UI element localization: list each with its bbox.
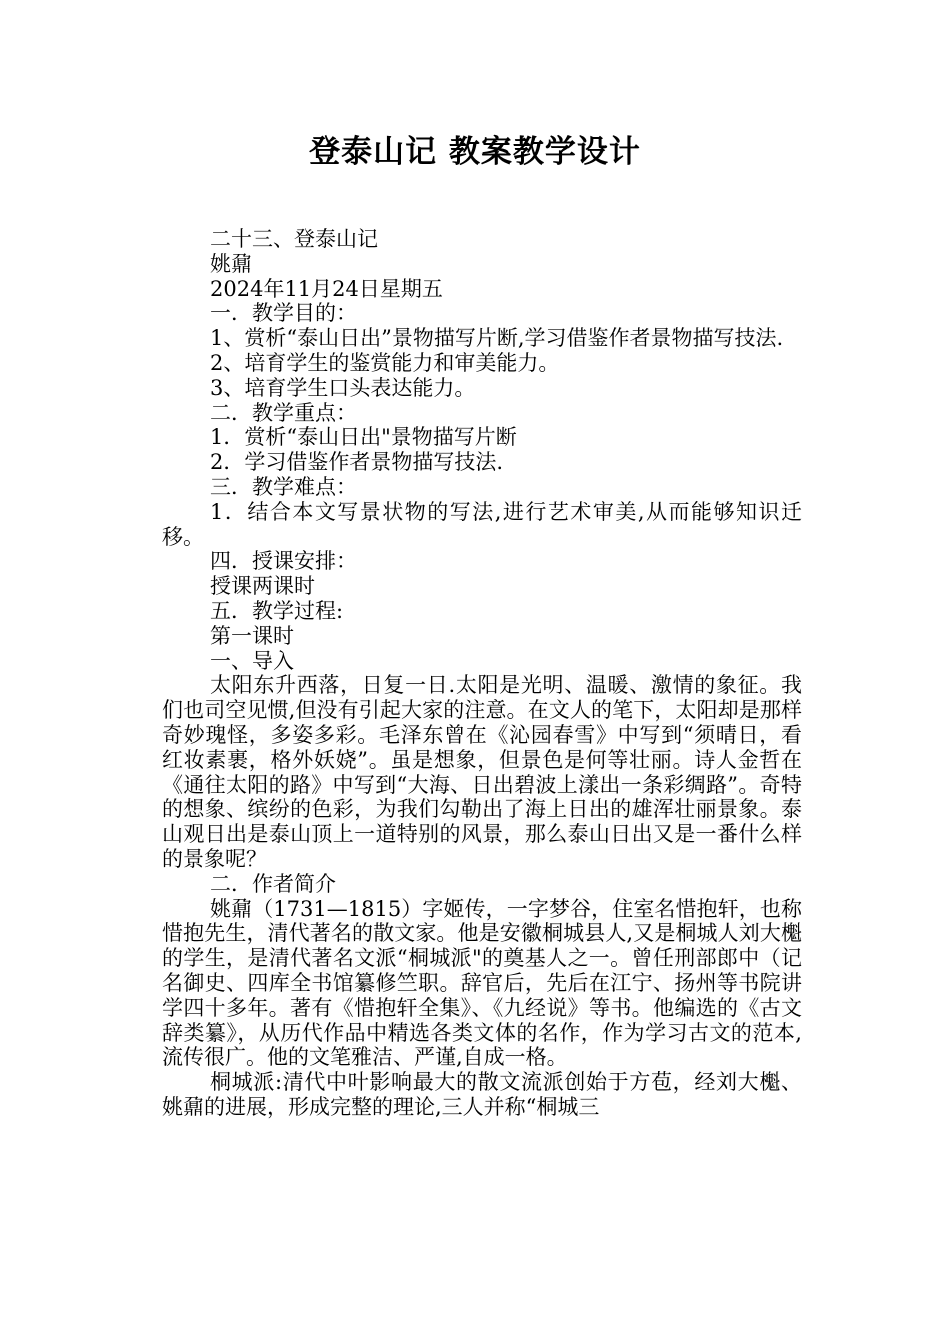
paragraph: 授课两课时: [210, 574, 315, 599]
author-name: 姚鼐: [210, 251, 252, 276]
paragraph: 一．教学目的：: [210, 301, 357, 326]
document-body: [162, 227, 802, 1120]
paragraph: 三．教学难点：: [210, 474, 357, 499]
paragraph: 3、培育学生口头表达能力。: [210, 375, 476, 400]
paragraph: 2．学习借鉴作者景物描写技法.: [210, 450, 504, 475]
paragraph: 五．教学过程:: [210, 598, 344, 623]
paragraph: 1．结合本文写景状物的写法,进行艺术审美,从而能够知识迁移。: [162, 499, 802, 549]
paragraph: 1．赏析“泰山日出"景物描写片断: [210, 425, 517, 450]
document-title: 登泰山记 教案教学设计: [309, 134, 641, 170]
paragraph: 二．作者简介: [210, 871, 336, 896]
paragraph: 一、导入: [210, 648, 294, 673]
paragraph: 姚鼐（1731—1815）字姬传，一字梦谷，住室名惜抱轩，也称惜抱先生，清代著名的散文家。他是安徽桐城县人,又是桐城人刘大櫆的学生，是清代著名文派“桐城派"的奠基人之一。曾任刑部郎中（记名御史、四库全书馆纂修竺职。辞官后，先后在江宁、扬州等书院讲学四十多年。著有《惜抱轩全集》、《九经说》等书。他编选的《古文辞类纂》，从历代作品中精选各类文体的名作，作为学习古文的范本,流传很广。他的文笔雅洁、严谨,自成一格。: [162, 896, 802, 1070]
paragraph: 2、培育学生的鉴赏能力和审美能力。: [210, 350, 560, 375]
paragraph: 太阳东升西落，日复一日.太阳是光明、温暖、激情的象征。我们也司空见惯,但没有引起大家的注意。在文人的笔下，太阳却是那样奇妙瑰怪，多姿多彩。毛泽东曾在《沁园春雪》中写到“须晴日，看红妆素裹，格外妖娆”。虽是想象，但景色是何等壮丽。诗人金哲在《通往太阳的路》中写到“大海、日出碧波上漾出一条彩绸路”。奇特的想象、缤纷的色彩，为我们勾勒出了海上日出的雄浑壮丽景象。泰山观日出是泰山顶上一道特别的风景，那么泰山日出又是一番什么样的景象呢？: [162, 673, 802, 871]
document-date: 2024年11月24日星期五: [210, 276, 443, 301]
paragraph: 第一课时: [210, 623, 294, 648]
paragraph: 桐城派:清代中叶影响最大的散文流派创始于方苞，经刘大櫆、姚鼐的进展，形成完整的理论,三人并称“桐城三: [162, 1070, 802, 1119]
paragraph: 1、赏析“泰山日出”景物描写片断,学习借鉴作者景物描写技法.: [210, 326, 784, 351]
section-heading: 二十三、登泰山记: [210, 227, 378, 251]
paragraph: 四．授课安排：: [210, 549, 357, 574]
paragraph: 二．教学重点：: [210, 400, 357, 425]
